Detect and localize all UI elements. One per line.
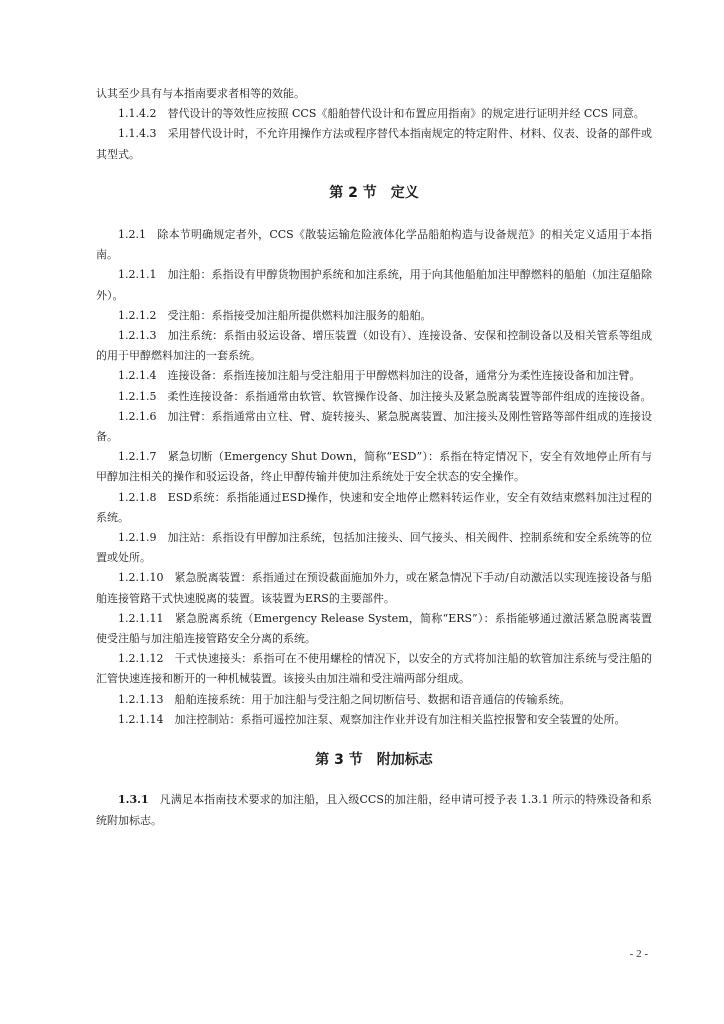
definition-paragraph: 1.2.1.14 加注控制站：系指可遥控加注泵、观察加注作业并设有加注相关监控报警和安全装置的处所。 xyxy=(118,712,626,726)
definition-paragraph: 1.2.1.12 干式快速接头：系指可在不使用螺栓的情况下，以安全的方式将加注船的软管加注系统与受注船的汇管快速连接和断开的一种机械装置。该接头由加注端和受注端两部分组成。 xyxy=(96,652,652,686)
definition-paragraph: 1.2.1.6 加注臂：系指通常由立柱、臂、旋转接头、紧急脱离装置、加注接头及刚性管路等部件组成的连接设备。 xyxy=(96,409,652,444)
paragraph-1-1-4-2: 1.1.4.2 替代设计的等效性应按照 CCS《船舶替代设计和布置应用指南》的规定进行证明并经 CCS 同意。 xyxy=(118,107,645,121)
paragraph-1-3-1-number: 1.3.1 xyxy=(118,793,149,807)
definition-paragraph: 1.2.1.4 连接设备：系指连接加注船与受注船用于甲醇燃料加注的设备，通常分为柔性连接设备和加注臂。 xyxy=(118,369,641,383)
paragraph-continued: 认其至少具有与本指南要求者相等的效能。 xyxy=(96,87,305,100)
page-content xyxy=(96,84,652,831)
paragraph-1-1-4-3: 1.1.4.3 采用替代设计时，不允许用操作方法或程序替代本指南规定的特定附件、材料、仪表、设备的部件或其型式。 xyxy=(96,127,652,161)
page-number: - 2 - xyxy=(629,948,648,960)
section-3-title: 第 3 节 附加标志 xyxy=(315,752,433,769)
definition-paragraph: 1.2.1.13 船舶连接系统：用于加注船与受注船之间切断信号、数据和语音通信的传输系统。 xyxy=(118,692,571,706)
paragraph-1-3-1 xyxy=(96,790,652,830)
definition-paragraph: 1.2.1.9 加注站：系指设有甲醇加注系统，包括加注接头、回气接头、相关阀件、控制系统和安全系统等的位置或处所。 xyxy=(96,531,652,565)
definition-paragraph: 1.2.1.10 紧急脱离装置：系指通过在预设截面施加外力，或在紧急情况下手动/自动激活以实现连接设备与船舶连接管路干式快速脱离的装置。该装置为ERS的主要部件。 xyxy=(96,571,652,605)
definition-paragraph: 1.2.1.11 紧急脱离系统（Emergency Release System，简称“ERS”）：系指能够通过激活紧急脱离装置使受注船与加注船连接管路安全分离的系统。 xyxy=(96,611,652,646)
section-2-body xyxy=(96,225,652,730)
definition-paragraph: 1.2.1.8 ESD系统：系指能通过ESD操作，快速和安全地停止燃料转运作业，安全有效结束燃料加注过程的系统。 xyxy=(96,490,652,524)
definition-paragraph: 1.2.1.3 加注系统：系指由驳运设备、增压装置（如设有）、连接设备、安保和控制设备以及相关管系等组成的用于甲醇燃料加注的一套系统。 xyxy=(96,329,652,363)
definition-paragraph: 1.2.1.2 受注船：系指接受加注船所提供燃料加注服务的船舶。 xyxy=(118,308,432,322)
section-2-title: 第 2 节 定义 xyxy=(329,184,419,201)
definition-paragraph: 1.2.1.5 柔性连接设备：系指通常由软管、软管操作设备、加注接头及紧急脱离装置等部件组成的连接设备。 xyxy=(118,389,652,403)
definition-paragraph: 1.2.1 除本节明确规定者外，CCS《散装运输危险液体化学品船舶构造与设备规范》的相关定义适用于本指南。 xyxy=(96,228,652,262)
paragraph-1-3-1-text: 凡满足本指南技术要求的加注船，且入级CCS的加注船，经申请可授予表 1.3.1 所示的特殊设备和系统附加标志。 xyxy=(96,793,652,827)
definition-paragraph: 1.2.1.7 紧急切断（Emergency Shut Down，简称“ESD”）：系指在特定情况下，安全有效地停止所有与甲醇加注相关的操作和驳运设备，终止甲醇传输并使加注系统处于安全状态的安全操作。 xyxy=(96,450,652,484)
definition-paragraph: 1.2.1.1 加注船：系指设有甲醇货物围护系统和加注系统，用于向其他船舶加注甲醇燃料的船舶（加注趸船除外）。 xyxy=(96,268,652,302)
